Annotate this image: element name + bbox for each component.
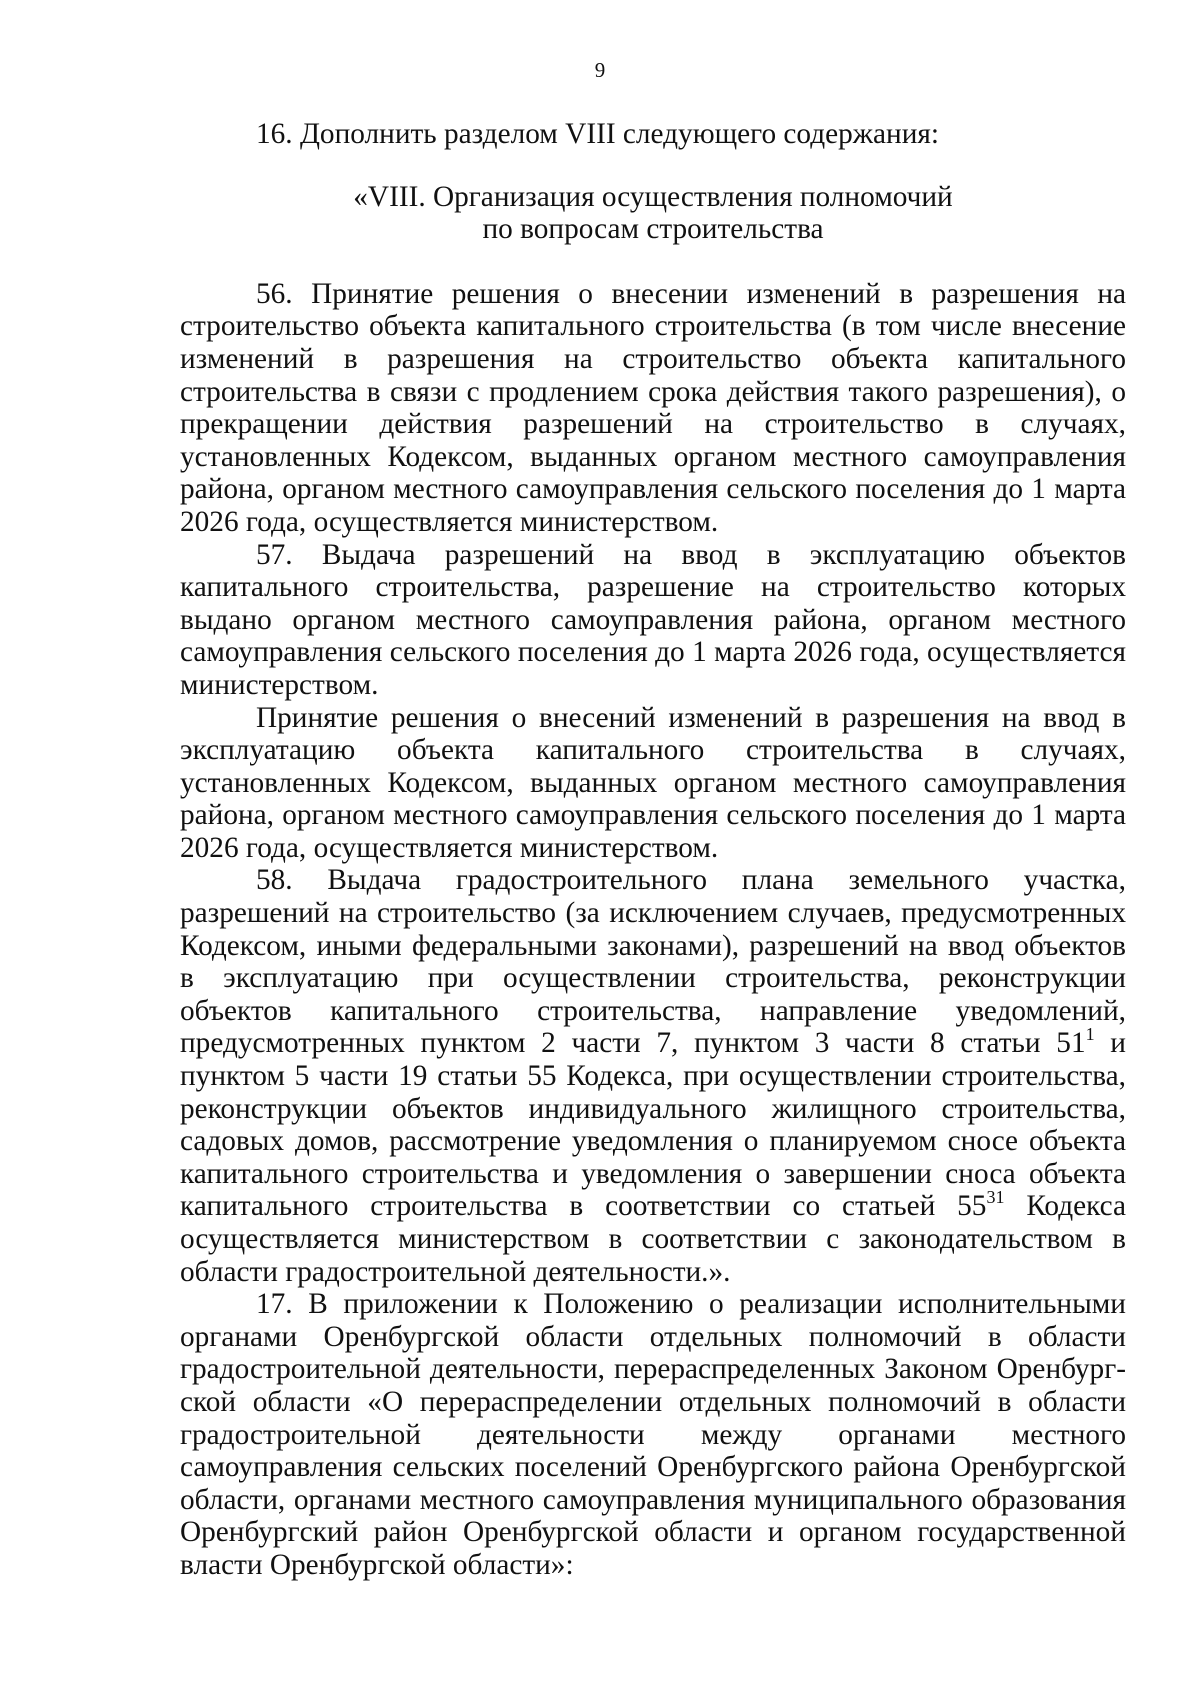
section-heading-line-1: «VIII. Организация осуществления полномочий xyxy=(353,180,953,213)
item-56-paragraph: 56. Принятие решения о внесении изменений в разрешения на строительство объекта капитального строительства (в том числе внесение изменений в разрешения на строительство объекта капитального строительства в связи с продлением срока действия такого разрешения), о прекращении действия разрешений на строительство в случаях, установленных Кодексом, выданных органом местного самоуправления района, органом местного самоуправления сельского поселения до 1 марта 2026 года, осуществляется министерством. xyxy=(180,277,1126,538)
item-58-text-part-3: Кодекса осуществляется министерством в соответствии с законодательством в области градостроительной деятельности.». xyxy=(180,1190,1126,1288)
superscript-31: 31 xyxy=(986,1187,1005,1208)
item-58-text-part-1: 58. Выдача градостроительного плана земельного участка, разрешений на строительство (за исключением случаев, предусмотренных Кодексом, иными федеральными законами), разрешений на ввод объектов в эксплуатацию при осуществлении строительства, реконструкции объектов капитального строительства, направление уведомлений, предусмотренных пунктом 2 части 7, пунктом 3 части 8 статьи 51 xyxy=(180,864,1126,1060)
item-57-second-paragraph: Принятие решения о внесений изменений в разрешения на ввод в эксплуатацию объекта капитального строительства в случаях, установленных Кодексом, выданных органом местного самоуправления района, органом местного самоуправления сельского поселения до 1 марта 2026 года, осуществляется министерством. xyxy=(180,701,1126,864)
superscript-1: 1 xyxy=(1085,1024,1095,1045)
item-16-paragraph: 16. Дополнить разделом VIII следующего содержания: xyxy=(256,118,939,150)
page-number: 9 xyxy=(594,58,606,82)
section-heading-line-2: по вопросам строительства xyxy=(482,213,824,246)
item-58-paragraph xyxy=(180,864,1126,1288)
item-17-paragraph: 17. В приложении к Положению о реализации исполнительными органами Оренбургской области отдельных полномочий в области градостроительной деятельности, перераспределенных Законом Оренбургской области «О перераспределении отдельных полномочий в области градостроительной деятельности между органами местного самоуправления сельских поселений Оренбургского района Оренбургской области, органами местного самоуправления муниципального образования Оренбургский район Оренбургской области и органом государственной власти Оренбургской области»: xyxy=(180,1288,1126,1581)
section-heading xyxy=(180,181,1126,246)
item-57-paragraph: 57. Выдача разрешений на ввод в эксплуатацию объектов капитального строительства, разрешение на строительство которых выдано органом местного самоуправления района, органом местного самоуправления сельского поселения до 1 марта 2026 года, осуществляется министерством. xyxy=(180,538,1126,701)
item-58-text-part-2: и пунктом 5 части 19 статьи 55 Кодекса, при осуществлении строительства, реконструкции объектов индивидуального жилищного строительства, садовых домов, рассмотрение уведомления о планируемом сносе объекта капитального строительства и уведомления о завершении сноса объекта капитального строительства в соответствии со статьей 55 xyxy=(180,1027,1126,1223)
document-body xyxy=(180,118,1126,1582)
